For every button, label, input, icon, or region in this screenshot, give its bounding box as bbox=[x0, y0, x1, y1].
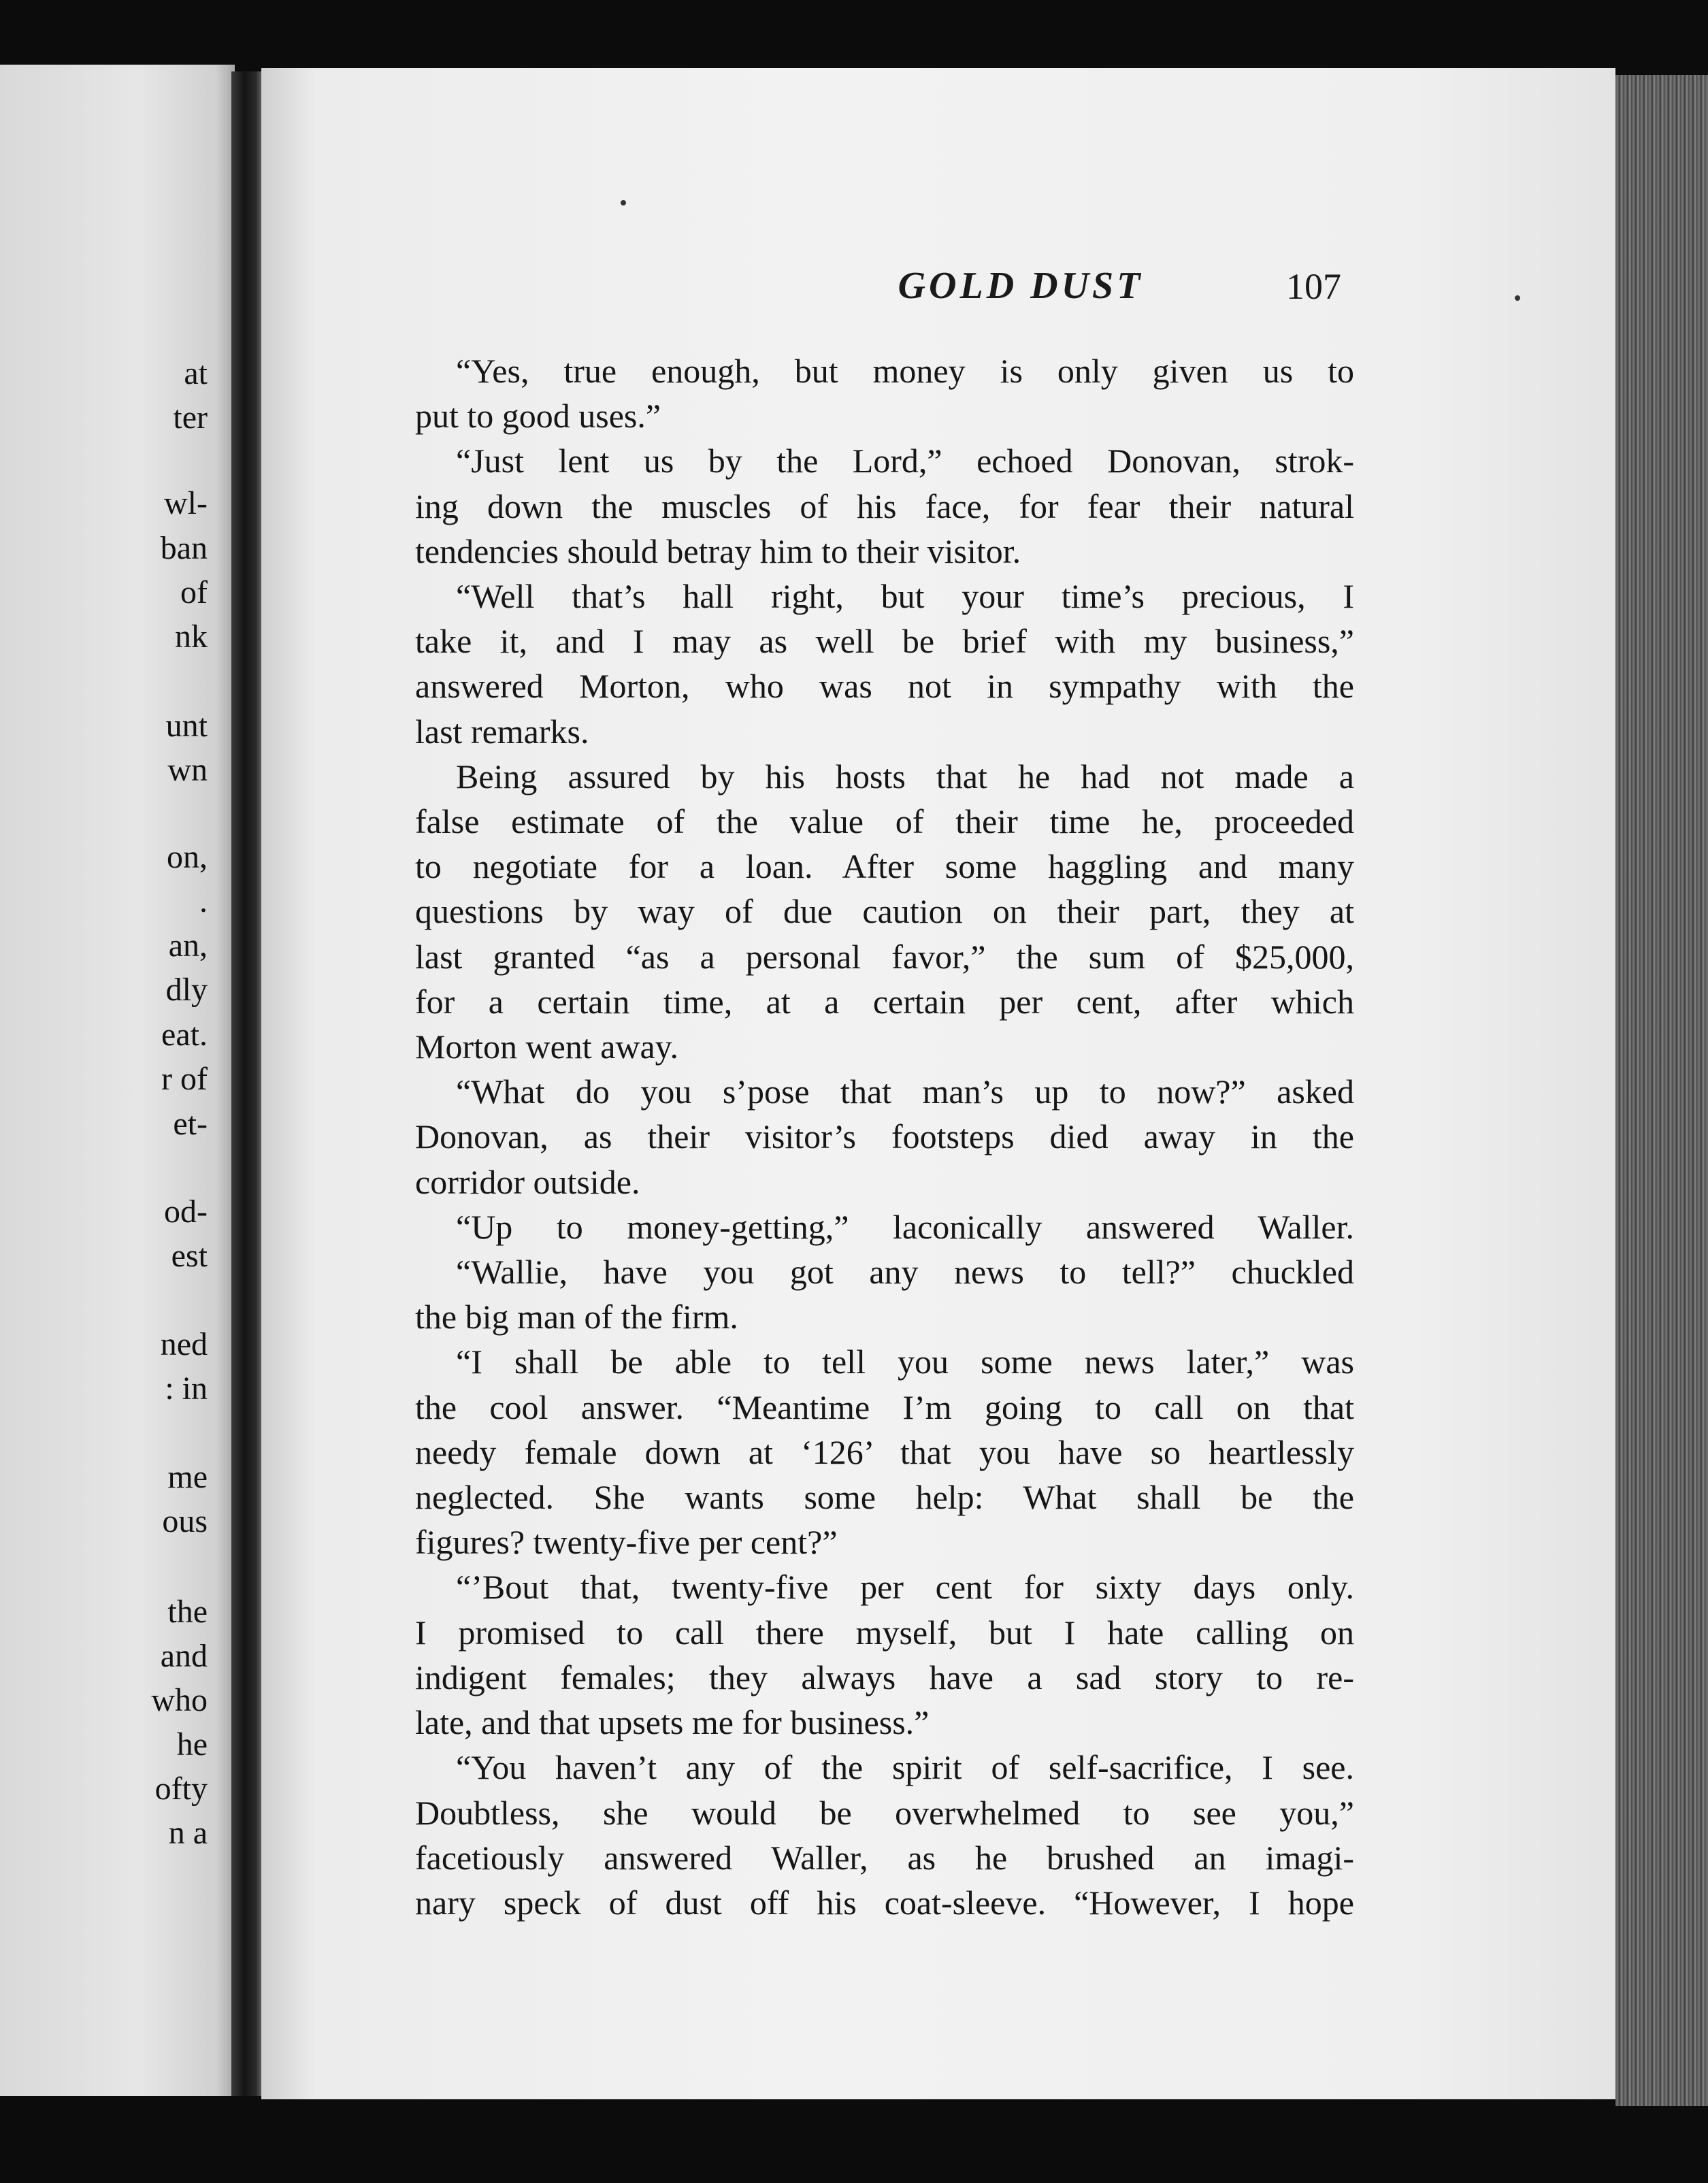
text-line: “What do you s’pose that man’s up to now?” asked bbox=[456, 1072, 1354, 1111]
left-page-fragment: . bbox=[199, 883, 208, 919]
left-page-fragment: wn bbox=[167, 752, 208, 788]
left-page-fragment: me bbox=[167, 1459, 208, 1495]
text-line: tendencies should betray him to their visitor. bbox=[415, 531, 1021, 570]
page-number: 107 bbox=[1286, 266, 1341, 307]
text-line: to negotiate for a loan. After some haggling and many bbox=[415, 847, 1354, 886]
left-page-fragment: est bbox=[171, 1238, 208, 1274]
text-line: Doubtless, she would be overwhelmed to see you,” bbox=[415, 1793, 1354, 1832]
text-line: last remarks. bbox=[415, 712, 589, 751]
text-line: “Up to money-getting,” laconically answered Waller. bbox=[456, 1207, 1354, 1246]
page-edge-stack bbox=[1615, 75, 1708, 2106]
left-page-fragment: dly bbox=[165, 972, 208, 1008]
left-page-fragment: od- bbox=[164, 1194, 208, 1230]
left-facing-page bbox=[0, 65, 235, 2096]
text-line: “I shall be able to tell you some news later,” was bbox=[456, 1343, 1354, 1381]
text-line: Donovan, as their visitor’s footsteps died away in the bbox=[415, 1117, 1354, 1156]
running-head: GOLD DUST bbox=[898, 265, 1144, 307]
text-line: Being assured by his hosts that he had not made a bbox=[456, 757, 1354, 795]
text-line: needy female down at ‘126’ that you have so heartlessly bbox=[415, 1432, 1354, 1471]
text-line: I promised to call there myself, but I hate calling on bbox=[415, 1613, 1354, 1652]
left-page-fragment: eat. bbox=[161, 1017, 208, 1053]
left-page-fragment: an, bbox=[168, 928, 208, 964]
text-line: “Yes, true enough, but money is only given us to bbox=[456, 352, 1354, 390]
text-line: corridor outside. bbox=[415, 1162, 640, 1201]
left-page-fragment: n a bbox=[168, 1815, 208, 1851]
book-gutter bbox=[231, 71, 264, 2096]
text-line: last granted “as a personal favor,” the sum of $25,000, bbox=[415, 937, 1354, 976]
left-page-fragment: ned bbox=[160, 1326, 208, 1362]
text-line: “’Bout that, twenty-five per cent for sixty days only. bbox=[456, 1568, 1354, 1607]
left-page-fragment: on, bbox=[167, 839, 208, 875]
left-page-fragment: nk bbox=[175, 619, 208, 655]
left-page-fragment: ous bbox=[162, 1503, 208, 1539]
ink-speck bbox=[1515, 295, 1520, 301]
text-line: questions by way of due caution on their part, they at bbox=[415, 892, 1354, 931]
left-page-fragment: at bbox=[184, 355, 208, 391]
text-line: “Wallie, have you got any news to tell?” chuckled bbox=[456, 1253, 1354, 1292]
text-line: facetiously answered Waller, as he brushed an imagi- bbox=[415, 1838, 1354, 1877]
text-line: for a certain time, at a certain per cent, after which bbox=[415, 982, 1354, 1021]
text-line: the cool answer. “Meantime I’m going to call on that bbox=[415, 1388, 1354, 1426]
left-page-text-fragments bbox=[0, 65, 235, 2096]
text-line: indigent females; they always have a sad story to re- bbox=[415, 1658, 1354, 1696]
left-page-fragment: he bbox=[176, 1726, 208, 1762]
left-page-fragment: ofty bbox=[154, 1771, 208, 1807]
text-line: Morton went away. bbox=[415, 1028, 678, 1066]
left-page-fragment: unt bbox=[165, 708, 208, 744]
text-line: put to good uses.” bbox=[415, 397, 661, 436]
text-line: late, and that upsets me for business.” bbox=[415, 1703, 930, 1742]
text-line: nary speck of dust off his coat-sleeve. “However, I hope bbox=[415, 1883, 1354, 1922]
text-line: false estimate of the value of their time he, proceeded bbox=[415, 802, 1354, 841]
left-page-fragment: r of bbox=[161, 1061, 208, 1097]
text-line: the big man of the firm. bbox=[415, 1298, 738, 1336]
left-page-fragment: and bbox=[160, 1638, 208, 1674]
left-page-fragment: the bbox=[167, 1594, 208, 1630]
left-page-fragment: et- bbox=[173, 1106, 208, 1142]
text-line: “Well that’s hall right, but your time’s precious, I bbox=[456, 577, 1354, 616]
text-line: take it, and I may as well be brief with my business,” bbox=[415, 622, 1354, 661]
text-line: neglected. She wants some help: What shall be the bbox=[415, 1478, 1354, 1517]
ink-speck bbox=[621, 200, 626, 206]
text-line: “Just lent us by the Lord,” echoed Donovan, strok- bbox=[456, 442, 1354, 480]
left-page-fragment: : in bbox=[165, 1370, 208, 1407]
text-line: “You haven’t any of the spirit of self-sacrifice, I see. bbox=[456, 1748, 1354, 1787]
left-page-fragment: wl- bbox=[164, 485, 208, 521]
left-page-fragment: ban bbox=[160, 530, 208, 566]
left-page-fragment: of bbox=[180, 574, 208, 610]
body-text bbox=[415, 348, 1354, 1925]
text-line: ing down the muscles of his face, for fear their natural bbox=[415, 487, 1354, 525]
left-page-fragment: ter bbox=[173, 399, 208, 436]
left-page-fragment: who bbox=[151, 1682, 208, 1718]
text-line: answered Morton, who was not in sympathy with the bbox=[415, 667, 1354, 706]
text-line: figures? twenty-five per cent?” bbox=[415, 1523, 838, 1562]
